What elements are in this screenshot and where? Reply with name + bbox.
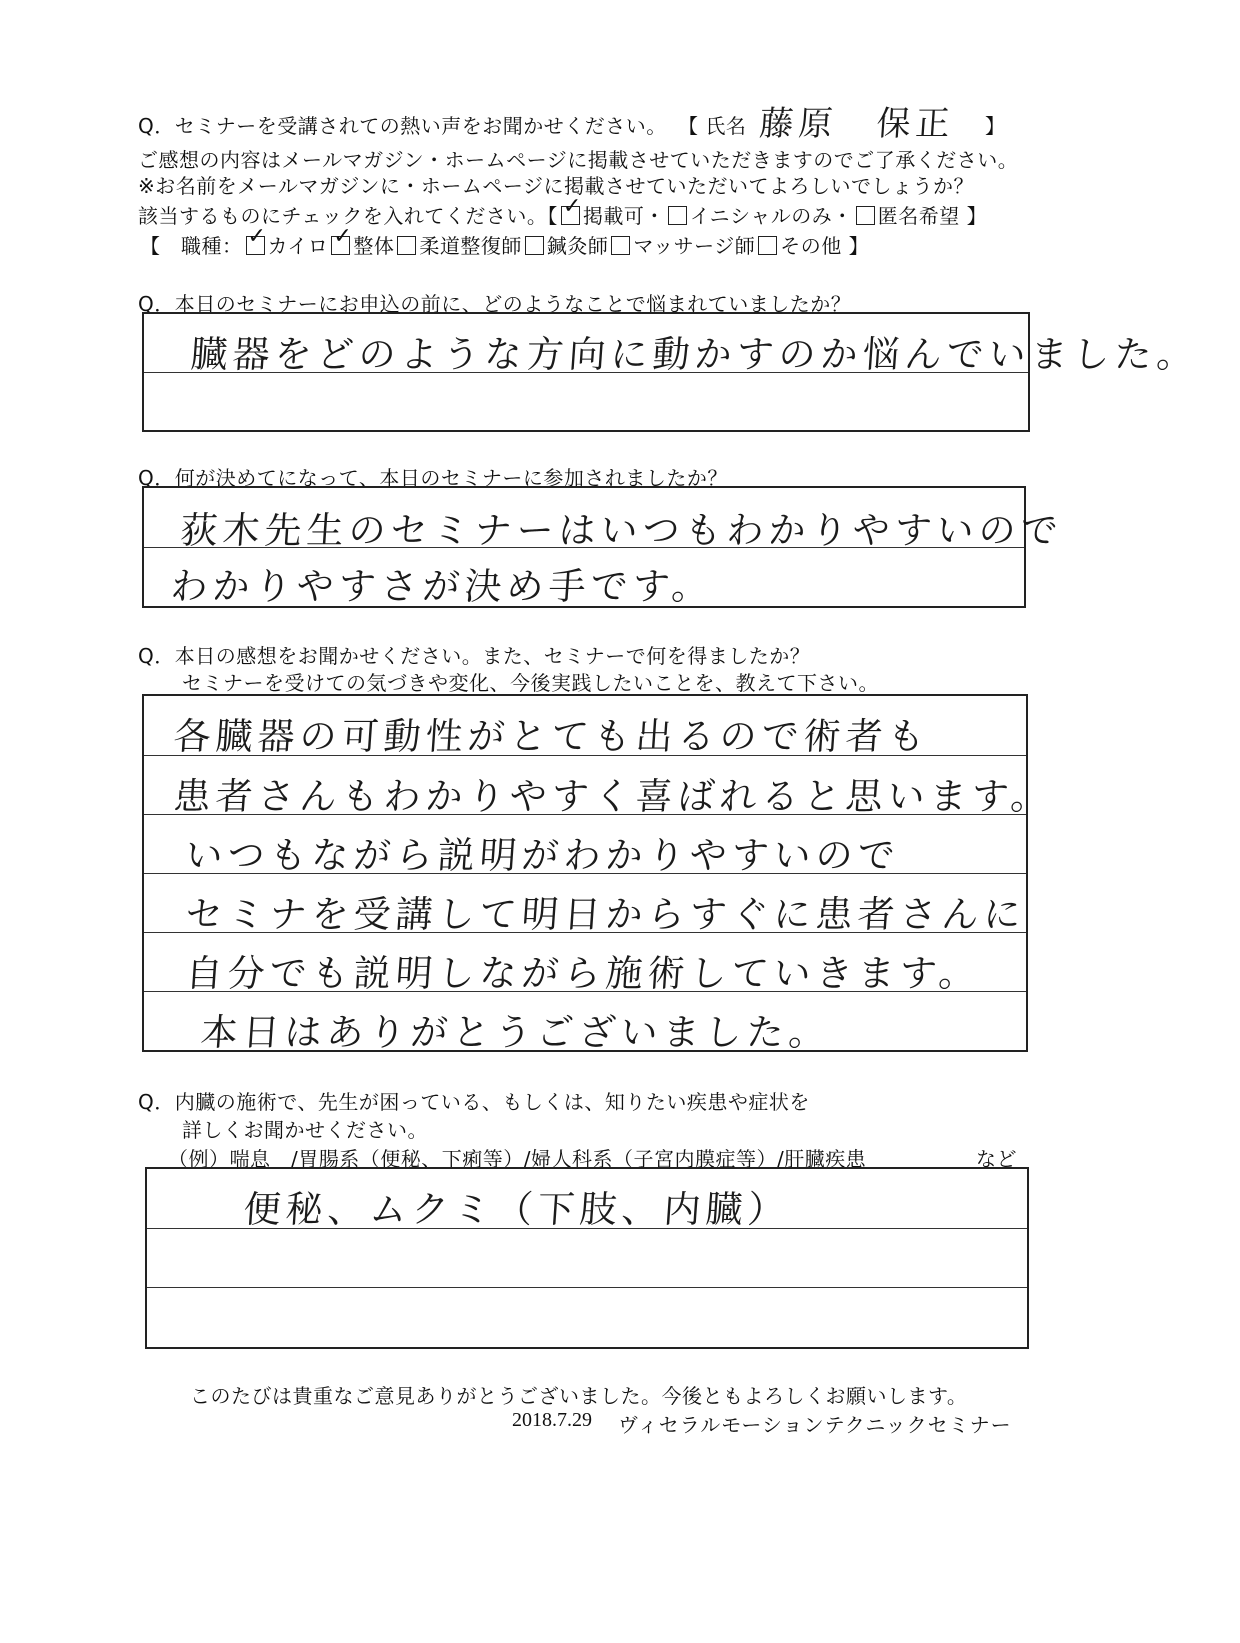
job-chiro-checkbox[interactable] xyxy=(246,224,267,255)
job-acupuncture-label: 鍼灸師 xyxy=(546,234,609,258)
q3-answer-box[interactable] xyxy=(142,486,1065,608)
q4-subheading: セミナーを受けての気づきや変化、今後実践したいことを、教えて下さい。 xyxy=(182,671,879,695)
job-acupuncture-checkbox[interactable] xyxy=(525,236,544,255)
name-publish-question: ※お名前をメールマガジンに・ホームページに掲載させていただいてよろしいでしょうか？ xyxy=(138,174,974,198)
q3-answer-line-1: 荻木先生のセミナーはいつもわかりやすいので xyxy=(179,509,1065,552)
occupation-label: 【 職種： xyxy=(140,234,243,258)
consent-option-initials: イニシャルのみ・ xyxy=(689,204,853,228)
occupation-row xyxy=(140,224,870,259)
q5-examples-suffix: など xyxy=(976,1147,1017,1171)
seminar-date: 2018.7.29 xyxy=(512,1409,592,1431)
q2-heading: Q．本日のセミナーにお申込の前に、どのようなことで悩まれていましたか？ xyxy=(138,292,852,316)
q5-heading: Q．内臓の施術で、先生が困っている、もしくは、知りたい疾患や症状を xyxy=(138,1090,810,1114)
job-judo-label: 柔道整復師 xyxy=(419,234,522,258)
q4-answer-line-6: 本日はありがとうございました。 xyxy=(199,1011,833,1054)
name-handwritten: 藤原 保正 xyxy=(758,104,956,144)
job-seitai-checkbox[interactable] xyxy=(331,224,353,255)
q5-examples: （例）喘息 /胃腸系（便秘、下痢等）/婦人科系（子宮内膜症等）/肝臓疾患 xyxy=(168,1147,867,1171)
consent-option-publish: 掲載可・ xyxy=(582,204,665,228)
q1-heading: Q．セミナーを受講されての熱い声をお聞かせください。 xyxy=(138,114,667,138)
job-other-checkbox[interactable] xyxy=(758,236,777,255)
occupation-bracket-close: 】 xyxy=(848,234,870,258)
consent-anonymous-checkbox[interactable] xyxy=(856,206,875,225)
q2-answer-line-1: 臓器をどのような方向に動かすのか悩んでいました。 xyxy=(189,333,1201,376)
q5-answer-line-1: 便秘、ムクミ（下肢、内臓） xyxy=(242,1188,792,1231)
q3-answer-line-2: わかりやすさが決め手です。 xyxy=(169,565,716,608)
q4-answer-line-4: セミナを受講して明日からすぐに患者さんに xyxy=(184,893,1028,936)
consent-bracket-close: 】 xyxy=(966,204,988,228)
check-mark-icon: ✓ xyxy=(562,194,582,219)
job-seitai-label: 整体 xyxy=(353,234,395,258)
q4-answer-box[interactable] xyxy=(142,694,1055,1054)
check-mark-icon: ✓ xyxy=(333,224,353,249)
ruled-line xyxy=(147,1287,1027,1288)
consent-prompt: 該当するものにチェックを入れてください。【 xyxy=(138,204,558,228)
q4-answer-line-2: 患者さんもわかりやすく喜ばれると思います。 xyxy=(172,775,1055,818)
name-label: 【 氏名 xyxy=(678,114,747,138)
q4-answer-line-5: 自分でも説明しながら施術していきます。 xyxy=(184,952,983,995)
publish-notice: ご感想の内容はメールマガジン・ホームページに掲載させていただきますのでご了承ください。 xyxy=(138,148,1019,172)
consent-initials-checkbox[interactable] xyxy=(668,206,687,225)
q4-answer-line-3: いつもながら説明がわかりやすいので xyxy=(184,834,902,877)
consent-option-anonymous: 匿名希望 xyxy=(877,204,960,228)
check-mark-icon: ✓ xyxy=(247,224,267,249)
thanks-message: このたびは貴重なご意見ありがとうございました。今後ともよろしくお願いします。 xyxy=(190,1384,968,1408)
job-other-label: その他 xyxy=(780,234,842,258)
name-bracket-close: 】 xyxy=(985,114,1006,138)
job-massage-label: マッサージ師 xyxy=(633,234,756,258)
job-massage-checkbox[interactable] xyxy=(611,236,630,255)
consent-publish-checkbox[interactable] xyxy=(561,194,582,225)
job-chiro-label: カイロ xyxy=(267,234,329,258)
q4-answer-line-1: 各臓器の可動性がとても出るので術者も xyxy=(172,715,932,758)
q2-answer-box[interactable] xyxy=(142,312,1201,432)
q3-heading: Q．何が決めてになって、本日のセミナーに参加されましたか？ xyxy=(138,466,728,490)
q5-subheading: 詳しくお聞かせください。 xyxy=(182,1118,428,1142)
seminar-name: ヴィセラルモーションテクニックセミナー xyxy=(618,1413,1012,1437)
q4-heading: Q．本日の感想をお聞かせください。また、セミナーで何を得ましたか？ xyxy=(138,644,811,668)
job-judo-checkbox[interactable] xyxy=(397,236,416,255)
q5-answer-box[interactable] xyxy=(145,1167,1029,1349)
